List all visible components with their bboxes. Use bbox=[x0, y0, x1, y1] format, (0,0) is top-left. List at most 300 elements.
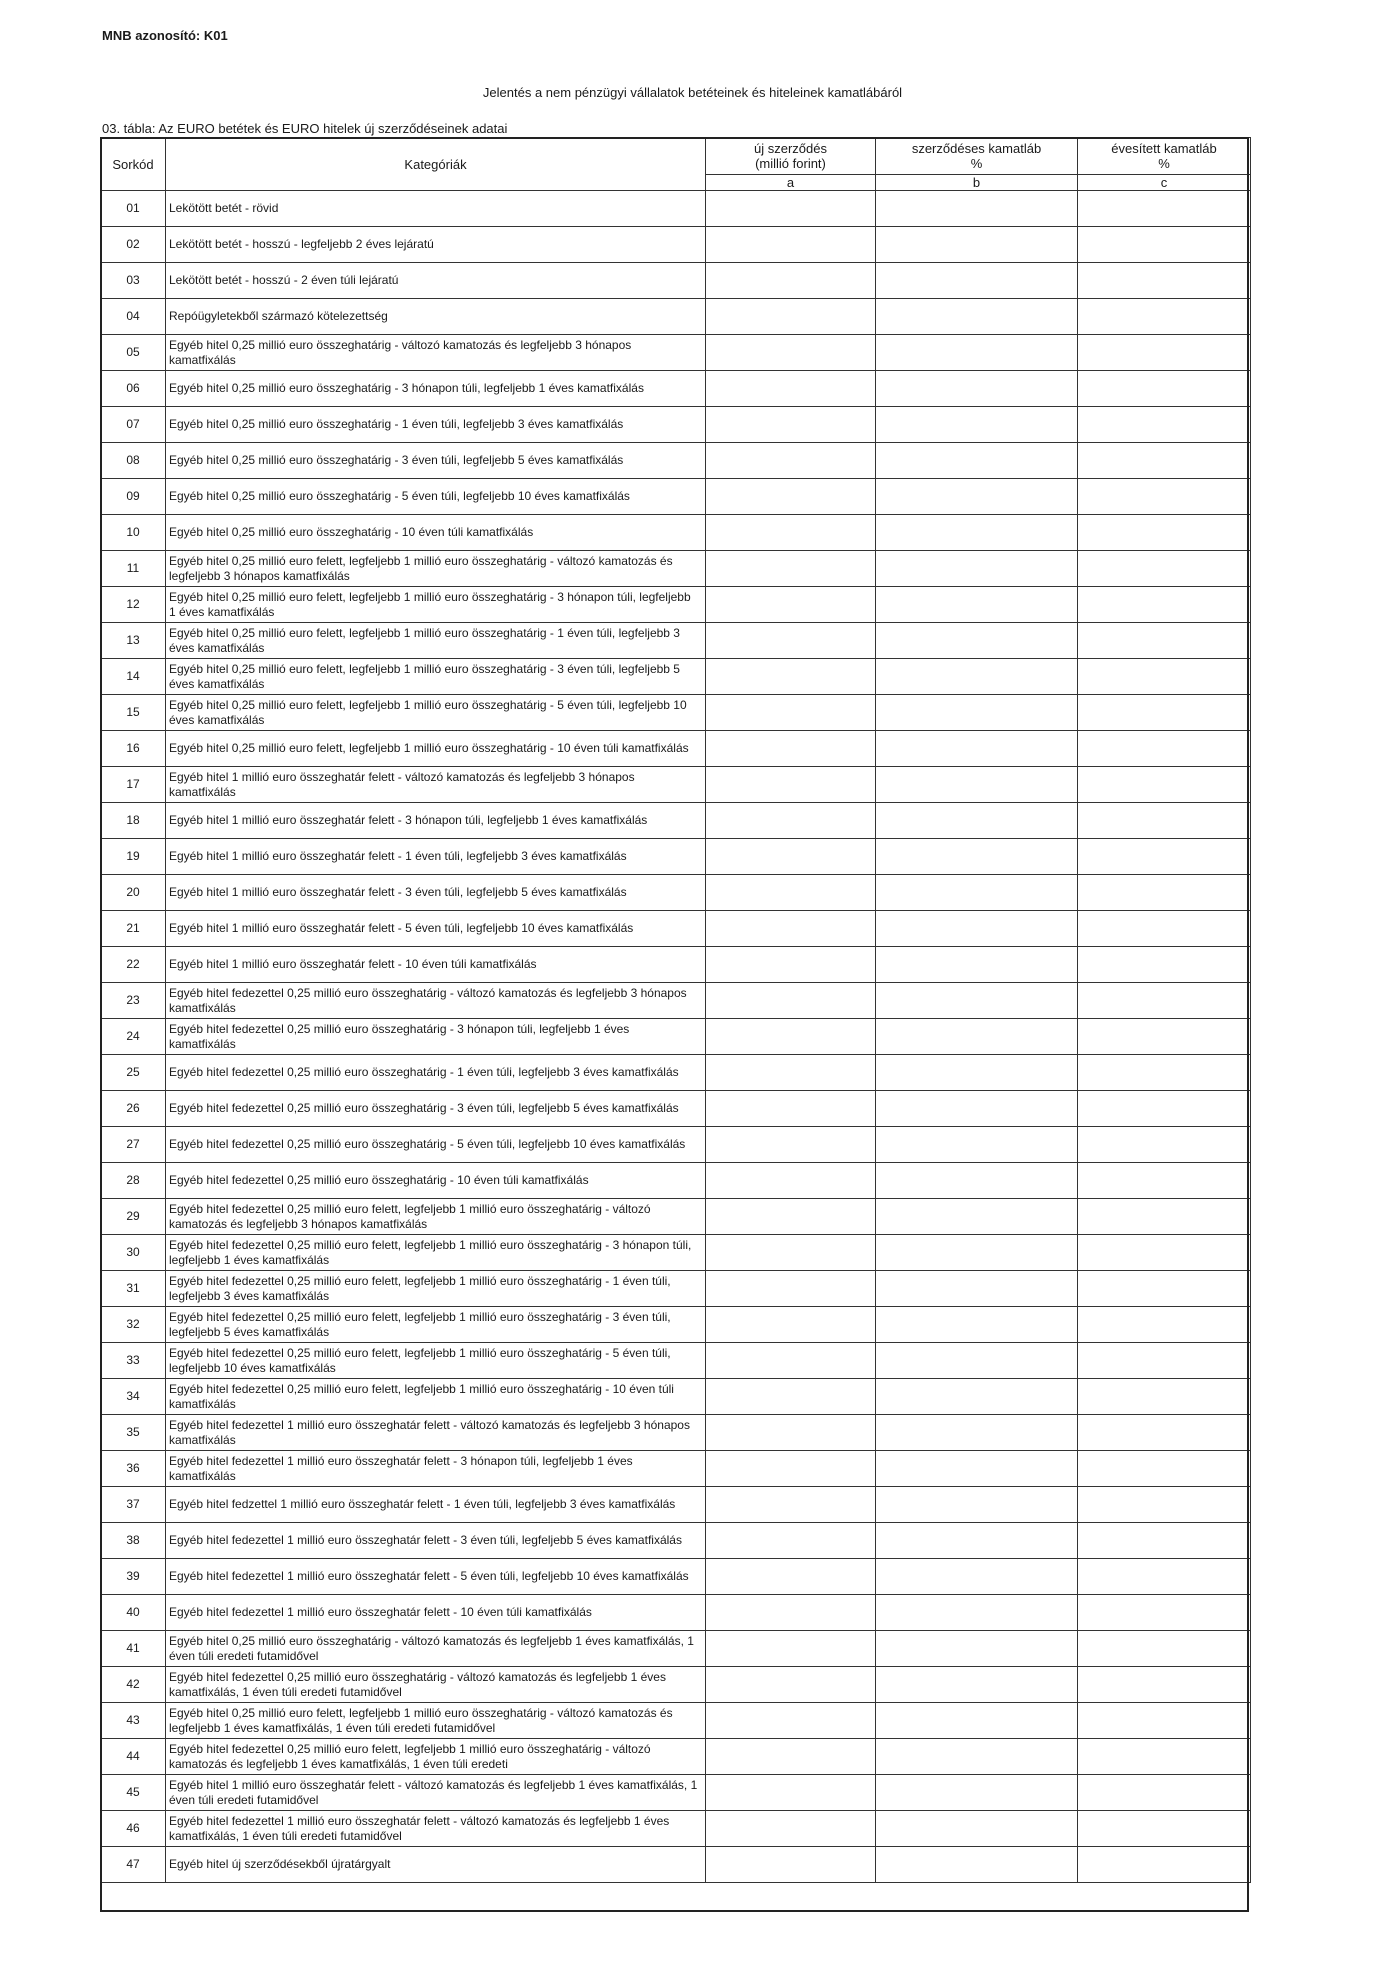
cell-col-a[interactable] bbox=[706, 1055, 876, 1091]
table-row bbox=[101, 1739, 1251, 1775]
cell-col-c[interactable] bbox=[1078, 911, 1251, 947]
table-row bbox=[101, 1271, 1251, 1307]
cell-col-a[interactable] bbox=[706, 659, 876, 695]
cell-col-c[interactable] bbox=[1078, 1847, 1251, 1883]
row-category: Egyéb hitel 0,25 millió euro felett, legfeljebb 1 millió euro összeghatárig - 10 éven túli kamatfixálás bbox=[166, 731, 706, 767]
table-row bbox=[101, 1451, 1251, 1487]
row-code: 05 bbox=[101, 335, 166, 371]
row-category: Egyéb hitel 0,25 millió euro összeghatárig - 5 éven túli, legfeljebb 10 éves kamatfixálás bbox=[166, 479, 706, 515]
row-category: Egyéb hitel 0,25 millió euro összeghatárig - 3 éven túli, legfeljebb 5 éves kamatfixálás bbox=[166, 443, 706, 479]
table-row bbox=[101, 1775, 1251, 1811]
cell-col-b[interactable] bbox=[876, 1811, 1078, 1847]
row-category: Egyéb hitel 0,25 millió euro felett, legfeljebb 1 millió euro összeghatárig - változó kamatozás és legfeljebb 3 hónapos kamatfixálás bbox=[166, 551, 706, 587]
cell-col-c[interactable] bbox=[1078, 1595, 1251, 1631]
row-category: Egyéb hitel fedzettel 1 millió euro összeghatár felett - 1 éven túli, legfeljebb 3 éves kamatfixálás bbox=[166, 1487, 706, 1523]
row-category: Egyéb hitel fedezettel 0,25 millió euro összeghatárig - 5 éven túli, legfeljebb 10 éves kamatfixálás bbox=[166, 1127, 706, 1163]
cell-col-c[interactable] bbox=[1078, 1667, 1251, 1703]
table-row bbox=[101, 875, 1251, 911]
header-sorkod: Sorkód bbox=[101, 138, 166, 191]
table-row bbox=[101, 1559, 1251, 1595]
row-code: 08 bbox=[101, 443, 166, 479]
cell-col-b[interactable] bbox=[876, 1775, 1078, 1811]
report-title: Jelentés a nem pénzügyi vállalatok betéteinek és hiteleinek kamatlábáról bbox=[482, 85, 903, 100]
cell-col-a[interactable] bbox=[706, 407, 876, 443]
row-code: 43 bbox=[101, 1703, 166, 1739]
row-code: 15 bbox=[101, 695, 166, 731]
row-category: Egyéb hitel fedezettel 0,25 millió euro összeghatárig - 10 éven túli kamatfixálás bbox=[166, 1163, 706, 1199]
row-code: 26 bbox=[101, 1091, 166, 1127]
table-row bbox=[101, 407, 1251, 443]
cell-col-b[interactable] bbox=[876, 1019, 1078, 1055]
cell-col-a[interactable] bbox=[706, 1127, 876, 1163]
cell-col-a[interactable] bbox=[706, 1379, 876, 1415]
row-code: 30 bbox=[101, 1235, 166, 1271]
cell-col-c[interactable] bbox=[1078, 191, 1251, 227]
cell-col-a[interactable] bbox=[706, 1667, 876, 1703]
row-category: Egyéb hitel fedezettel 0,25 millió euro összeghatárig - 1 éven túli, legfeljebb 3 éves kamatfixálás bbox=[166, 1055, 706, 1091]
table-row bbox=[101, 1055, 1251, 1091]
row-code: 02 bbox=[101, 227, 166, 263]
cell-col-c[interactable] bbox=[1078, 551, 1251, 587]
cell-col-b[interactable] bbox=[876, 1631, 1078, 1667]
table-row bbox=[101, 299, 1251, 335]
cell-col-a[interactable] bbox=[706, 515, 876, 551]
cell-col-a[interactable] bbox=[706, 1235, 876, 1271]
table-row bbox=[101, 1631, 1251, 1667]
cell-col-b[interactable] bbox=[876, 1595, 1078, 1631]
table-row bbox=[101, 1127, 1251, 1163]
row-category: Egyéb hitel 1 millió euro összeghatár felett - 5 éven túli, legfeljebb 10 éves kamatfixálás bbox=[166, 911, 706, 947]
row-category: Egyéb hitel fedezettel 0,25 millió euro összeghatárig - 3 hónapon túli, legfeljebb 1 éves kamatfixálás bbox=[166, 1019, 706, 1055]
row-category: Egyéb hitel 0,25 millió euro összeghatárig - 10 éven túli kamatfixálás bbox=[166, 515, 706, 551]
row-category: Lekötött betét - hosszú - 2 éven túli lejáratú bbox=[166, 263, 706, 299]
row-category: Egyéb hitel 1 millió euro összeghatár felett - 10 éven túli kamatfixálás bbox=[166, 947, 706, 983]
cell-col-a[interactable] bbox=[706, 695, 876, 731]
cell-col-c[interactable] bbox=[1078, 767, 1251, 803]
table-row bbox=[101, 1199, 1251, 1235]
row-code: 23 bbox=[101, 983, 166, 1019]
row-code: 31 bbox=[101, 1271, 166, 1307]
row-category: Egyéb hitel fedezettel 0,25 millió euro felett, legfeljebb 1 millió euro összeghatárig - változó kamatozás és legfeljebb 1 éves kamatfixálás, 1 éven túli eredeti bbox=[166, 1739, 706, 1775]
cell-col-a[interactable] bbox=[706, 227, 876, 263]
header-col-c-line2: % bbox=[1158, 156, 1170, 171]
row-code: 04 bbox=[101, 299, 166, 335]
cell-col-a[interactable] bbox=[706, 551, 876, 587]
cell-col-a[interactable] bbox=[706, 1595, 876, 1631]
row-code: 46 bbox=[101, 1811, 166, 1847]
cell-col-b[interactable] bbox=[876, 407, 1078, 443]
row-category: Egyéb hitel fedezettel 1 millió euro összeghatár felett - 3 hónapon túli, legfeljebb 1 éves kamatfixálás bbox=[166, 1451, 706, 1487]
cell-col-b[interactable] bbox=[876, 335, 1078, 371]
row-code: 13 bbox=[101, 623, 166, 659]
cell-col-a[interactable] bbox=[706, 587, 876, 623]
row-category: Egyéb hitel 0,25 millió euro felett, legfeljebb 1 millió euro összeghatárig - 3 hónapon túli, legfeljebb 1 éves kamatfixálás bbox=[166, 587, 706, 623]
cell-col-c[interactable] bbox=[1078, 1379, 1251, 1415]
cell-col-b[interactable] bbox=[876, 1451, 1078, 1487]
cell-col-c[interactable] bbox=[1078, 1703, 1251, 1739]
header-col-a bbox=[706, 138, 876, 175]
table-row bbox=[101, 839, 1251, 875]
row-code: 16 bbox=[101, 731, 166, 767]
table-row bbox=[101, 947, 1251, 983]
cell-col-c[interactable] bbox=[1078, 1343, 1251, 1379]
table-row bbox=[101, 1667, 1251, 1703]
table-row bbox=[101, 515, 1251, 551]
cell-col-a[interactable] bbox=[706, 1487, 876, 1523]
row-category: Egyéb hitel fedezettel 0,25 millió euro összeghatárig - 3 éven túli, legfeljebb 5 éves kamatfixálás bbox=[166, 1091, 706, 1127]
row-code: 42 bbox=[101, 1667, 166, 1703]
cell-col-b[interactable] bbox=[876, 1091, 1078, 1127]
cell-col-b[interactable] bbox=[876, 1055, 1078, 1091]
cell-col-c[interactable] bbox=[1078, 1199, 1251, 1235]
row-code: 34 bbox=[101, 1379, 166, 1415]
row-category: Egyéb hitel fedezettel 1 millió euro összeghatár felett - változó kamatozás és legfeljebb 1 éves kamatfixálás, 1 éven túli eredeti futamidővel bbox=[166, 1811, 706, 1847]
cell-col-b[interactable] bbox=[876, 983, 1078, 1019]
cell-col-c[interactable] bbox=[1078, 1559, 1251, 1595]
header-col-a-line2: (millió forint) bbox=[755, 156, 826, 171]
cell-col-c[interactable] bbox=[1078, 443, 1251, 479]
row-code: 14 bbox=[101, 659, 166, 695]
cell-col-c[interactable] bbox=[1078, 227, 1251, 263]
row-category: Egyéb hitel fedezettel 1 millió euro összeghatár felett - változó kamatozás és legfeljebb 3 hónapos kamatfixálás bbox=[166, 1415, 706, 1451]
cell-col-a[interactable] bbox=[706, 983, 876, 1019]
cell-col-a[interactable] bbox=[706, 731, 876, 767]
cell-col-b[interactable] bbox=[876, 1379, 1078, 1415]
cell-col-c[interactable] bbox=[1078, 1235, 1251, 1271]
table-row bbox=[101, 623, 1251, 659]
row-code: 41 bbox=[101, 1631, 166, 1667]
cell-col-a[interactable] bbox=[706, 1523, 876, 1559]
table-body bbox=[101, 191, 1251, 1883]
cell-col-b[interactable] bbox=[876, 1487, 1078, 1523]
table-row bbox=[101, 695, 1251, 731]
row-category: Egyéb hitel fedezettel 0,25 millió euro felett, legfeljebb 1 millió euro összeghatárig - 3 éven túli, legfeljebb 5 éves kamatfixálás bbox=[166, 1307, 706, 1343]
row-code: 32 bbox=[101, 1307, 166, 1343]
cell-col-c[interactable] bbox=[1078, 623, 1251, 659]
table-row bbox=[101, 479, 1251, 515]
table-row bbox=[101, 1163, 1251, 1199]
row-code: 20 bbox=[101, 875, 166, 911]
header-col-c bbox=[1078, 138, 1251, 175]
cell-col-c[interactable] bbox=[1078, 983, 1251, 1019]
table-row bbox=[101, 371, 1251, 407]
row-category: Egyéb hitel 0,25 millió euro felett, legfeljebb 1 millió euro összeghatárig - 1 éven túli, legfeljebb 3 éves kamatfixálás bbox=[166, 623, 706, 659]
header-col-b bbox=[876, 138, 1078, 175]
row-category: Egyéb hitel fedezettel 0,25 millió euro felett, legfeljebb 1 millió euro összeghatárig - 1 éven túli, legfeljebb 3 éves kamatfixálás bbox=[166, 1271, 706, 1307]
row-code: 22 bbox=[101, 947, 166, 983]
row-code: 45 bbox=[101, 1775, 166, 1811]
row-code: 35 bbox=[101, 1415, 166, 1451]
table-caption: 03. tábla: Az EURO betétek és EURO hitelek új szerződéseinek adatai bbox=[102, 121, 508, 136]
table-row bbox=[101, 227, 1251, 263]
table-row bbox=[101, 587, 1251, 623]
cell-col-c[interactable] bbox=[1078, 1307, 1251, 1343]
data-table bbox=[100, 137, 1251, 1883]
cell-col-c[interactable] bbox=[1078, 731, 1251, 767]
row-category: Egyéb hitel 1 millió euro összeghatár felett - 1 éven túli, legfeljebb 3 éves kamatfixálás bbox=[166, 839, 706, 875]
row-code: 11 bbox=[101, 551, 166, 587]
row-code: 39 bbox=[101, 1559, 166, 1595]
cell-col-b[interactable] bbox=[876, 443, 1078, 479]
cell-col-b[interactable] bbox=[876, 1235, 1078, 1271]
row-code: 33 bbox=[101, 1343, 166, 1379]
row-category: Egyéb hitel fedezettel 1 millió euro összeghatár felett - 10 éven túli kamatfixálás bbox=[166, 1595, 706, 1631]
row-code: 10 bbox=[101, 515, 166, 551]
cell-col-a[interactable] bbox=[706, 1847, 876, 1883]
cell-col-a[interactable] bbox=[706, 1307, 876, 1343]
cell-col-a[interactable] bbox=[706, 371, 876, 407]
cell-col-b[interactable] bbox=[876, 767, 1078, 803]
row-category: Egyéb hitel fedezettel 0,25 millió euro összeghatárig - változó kamatozás és legfeljebb 1 éves kamatfixálás, 1 éven túli eredeti futamidővel bbox=[166, 1667, 706, 1703]
cell-col-c[interactable] bbox=[1078, 1055, 1251, 1091]
cell-col-a[interactable] bbox=[706, 623, 876, 659]
cell-col-b[interactable] bbox=[876, 659, 1078, 695]
cell-col-c[interactable] bbox=[1078, 659, 1251, 695]
row-code: 27 bbox=[101, 1127, 166, 1163]
row-category: Egyéb hitel 1 millió euro összeghatár felett - 3 hónapon túli, legfeljebb 1 éves kamatfixálás bbox=[166, 803, 706, 839]
row-category: Egyéb hitel 1 millió euro összeghatár felett - 3 éven túli, legfeljebb 5 éves kamatfixálás bbox=[166, 875, 706, 911]
cell-col-c[interactable] bbox=[1078, 587, 1251, 623]
row-code: 01 bbox=[101, 191, 166, 227]
table-row bbox=[101, 263, 1251, 299]
table-row bbox=[101, 767, 1251, 803]
cell-col-a[interactable] bbox=[706, 479, 876, 515]
cell-col-c[interactable] bbox=[1078, 695, 1251, 731]
cell-col-b[interactable] bbox=[876, 875, 1078, 911]
row-category: Egyéb hitel fedezettel 0,25 millió euro összeghatárig - változó kamatozás és legfeljebb 3 hónapos kamatfixálás bbox=[166, 983, 706, 1019]
cell-col-c[interactable] bbox=[1078, 371, 1251, 407]
cell-col-c[interactable] bbox=[1078, 335, 1251, 371]
cell-col-a[interactable] bbox=[706, 443, 876, 479]
cell-col-a[interactable] bbox=[706, 1631, 876, 1667]
row-category: Egyéb hitel 0,25 millió euro összeghatárig - 3 hónapon túli, legfeljebb 1 éves kamatfixálás bbox=[166, 371, 706, 407]
table-row bbox=[101, 731, 1251, 767]
cell-col-b[interactable] bbox=[876, 479, 1078, 515]
row-code: 12 bbox=[101, 587, 166, 623]
table-header bbox=[101, 138, 1251, 191]
table-row bbox=[101, 1415, 1251, 1451]
cell-col-c[interactable] bbox=[1078, 1739, 1251, 1775]
header-col-b-line2: % bbox=[970, 156, 983, 171]
table-row bbox=[101, 659, 1251, 695]
cell-col-a[interactable] bbox=[706, 1559, 876, 1595]
cell-col-b[interactable] bbox=[876, 227, 1078, 263]
table-row bbox=[101, 443, 1251, 479]
cell-col-c[interactable] bbox=[1078, 1811, 1251, 1847]
cell-col-c[interactable] bbox=[1078, 1163, 1251, 1199]
table-row bbox=[101, 1379, 1251, 1415]
cell-col-b[interactable] bbox=[876, 1847, 1078, 1883]
cell-col-b[interactable] bbox=[876, 1703, 1078, 1739]
cell-col-c[interactable] bbox=[1078, 1775, 1251, 1811]
table-row bbox=[101, 1811, 1251, 1847]
cell-col-c[interactable] bbox=[1078, 1019, 1251, 1055]
row-code: 29 bbox=[101, 1199, 166, 1235]
cell-col-b[interactable] bbox=[876, 1307, 1078, 1343]
row-code: 28 bbox=[101, 1163, 166, 1199]
row-category: Egyéb hitel fedezettel 0,25 millió euro felett, legfeljebb 1 millió euro összeghatárig - 10 éven túli kamatfixálás bbox=[166, 1379, 706, 1415]
row-category: Egyéb hitel 0,25 millió euro összeghatárig - változó kamatozás és legfeljebb 1 éves kamatfixálás, 1 éven túli eredeti futamidővel bbox=[166, 1631, 706, 1667]
cell-col-c[interactable] bbox=[1078, 875, 1251, 911]
row-category: Egyéb hitel 0,25 millió euro felett, legfeljebb 1 millió euro összeghatárig - 5 éven túli, legfeljebb 10 éves kamatfixálás bbox=[166, 695, 706, 731]
cell-col-a[interactable] bbox=[706, 767, 876, 803]
cell-col-b[interactable] bbox=[876, 1739, 1078, 1775]
row-category: Lekötött betét - hosszú - legfeljebb 2 éves lejáratú bbox=[166, 227, 706, 263]
cell-col-b[interactable] bbox=[876, 731, 1078, 767]
cell-col-b[interactable] bbox=[876, 515, 1078, 551]
cell-col-b[interactable] bbox=[876, 1271, 1078, 1307]
table-row bbox=[101, 1523, 1251, 1559]
row-category: Egyéb hitel fedezettel 1 millió euro összeghatár felett - 3 éven túli, legfeljebb 5 éves kamatfixálás bbox=[166, 1523, 706, 1559]
row-category: Lekötött betét - rövid bbox=[166, 191, 706, 227]
cell-col-a[interactable] bbox=[706, 947, 876, 983]
cell-col-a[interactable] bbox=[706, 335, 876, 371]
cell-col-a[interactable] bbox=[706, 1019, 876, 1055]
cell-col-b[interactable] bbox=[876, 911, 1078, 947]
cell-col-c[interactable] bbox=[1078, 299, 1251, 335]
cell-col-a[interactable] bbox=[706, 1199, 876, 1235]
header-kategoriak: Kategóriák bbox=[166, 138, 706, 191]
header-col-b-code: b bbox=[876, 175, 1078, 191]
cell-col-b[interactable] bbox=[876, 1127, 1078, 1163]
cell-col-b[interactable] bbox=[876, 1343, 1078, 1379]
row-category: Egyéb hitel 0,25 millió euro összeghatárig - 1 éven túli, legfeljebb 3 éves kamatfixálás bbox=[166, 407, 706, 443]
row-code: 44 bbox=[101, 1739, 166, 1775]
cell-col-c[interactable] bbox=[1078, 479, 1251, 515]
cell-col-b[interactable] bbox=[876, 1523, 1078, 1559]
cell-col-b[interactable] bbox=[876, 263, 1078, 299]
header-col-a-line1: új szerződés bbox=[754, 141, 827, 156]
row-category: Egyéb hitel 1 millió euro összeghatár felett - változó kamatozás és legfeljebb 1 éves kamatfixálás, 1 éven túli eredeti futamidővel bbox=[166, 1775, 706, 1811]
row-code: 40 bbox=[101, 1595, 166, 1631]
table-row bbox=[101, 983, 1251, 1019]
cell-col-c[interactable] bbox=[1078, 803, 1251, 839]
cell-col-a[interactable] bbox=[706, 191, 876, 227]
cell-col-b[interactable] bbox=[876, 1199, 1078, 1235]
row-code: 21 bbox=[101, 911, 166, 947]
table-row bbox=[101, 1235, 1251, 1271]
header-col-b-line1: szerződéses kamatláb bbox=[911, 141, 1042, 156]
cell-col-a[interactable] bbox=[706, 803, 876, 839]
header-col-a-code: a bbox=[706, 175, 876, 191]
row-category: Repóügyletekből származó kötelezettség bbox=[166, 299, 706, 335]
cell-col-a[interactable] bbox=[706, 299, 876, 335]
cell-col-c[interactable] bbox=[1078, 1487, 1251, 1523]
row-code: 03 bbox=[101, 263, 166, 299]
cell-col-a[interactable] bbox=[706, 911, 876, 947]
cell-col-c[interactable] bbox=[1078, 1415, 1251, 1451]
cell-col-c[interactable] bbox=[1078, 515, 1251, 551]
cell-col-c[interactable] bbox=[1078, 1271, 1251, 1307]
table-row bbox=[101, 911, 1251, 947]
table-row bbox=[101, 1595, 1251, 1631]
cell-col-a[interactable] bbox=[706, 1775, 876, 1811]
cell-col-b[interactable] bbox=[876, 1559, 1078, 1595]
cell-col-b[interactable] bbox=[876, 1415, 1078, 1451]
cell-col-a[interactable] bbox=[706, 1343, 876, 1379]
row-code: 18 bbox=[101, 803, 166, 839]
cell-col-b[interactable] bbox=[876, 587, 1078, 623]
cell-col-a[interactable] bbox=[706, 1271, 876, 1307]
row-category: Egyéb hitel fedezettel 1 millió euro összeghatár felett - 5 éven túli, legfeljebb 10 éves kamatfixálás bbox=[166, 1559, 706, 1595]
row-category: Egyéb hitel fedezettel 0,25 millió euro felett, legfeljebb 1 millió euro összeghatárig - 5 éven túli, legfeljebb 10 éves kamatfixálás bbox=[166, 1343, 706, 1379]
table-row bbox=[101, 551, 1251, 587]
cell-col-c[interactable] bbox=[1078, 1631, 1251, 1667]
row-code: 47 bbox=[101, 1847, 166, 1883]
row-code: 36 bbox=[101, 1451, 166, 1487]
cell-col-c[interactable] bbox=[1078, 947, 1251, 983]
cell-col-b[interactable] bbox=[876, 299, 1078, 335]
mnb-identifier: MNB azonosító: K01 bbox=[102, 28, 228, 43]
row-category: Egyéb hitel 0,25 millió euro összeghatárig - változó kamatozás és legfeljebb 3 hónapos kamatfixálás bbox=[166, 335, 706, 371]
row-category: Egyéb hitel fedezettel 0,25 millió euro felett, legfeljebb 1 millió euro összeghatárig - 3 hónapon túli, legfeljebb 1 éves kamatfixálás bbox=[166, 1235, 706, 1271]
row-category: Egyéb hitel 0,25 millió euro felett, legfeljebb 1 millió euro összeghatárig - változó kamatozás és legfeljebb 1 éves kamatfixálás, 1 éven túli eredeti futamidővel bbox=[166, 1703, 706, 1739]
row-category: Egyéb hitel fedezettel 0,25 millió euro felett, legfeljebb 1 millió euro összeghatárig - változó kamatozás és legfeljebb 3 hónapos kamatfixálás bbox=[166, 1199, 706, 1235]
table-row bbox=[101, 1703, 1251, 1739]
cell-col-b[interactable] bbox=[876, 839, 1078, 875]
row-code: 37 bbox=[101, 1487, 166, 1523]
cell-col-b[interactable] bbox=[876, 623, 1078, 659]
cell-col-a[interactable] bbox=[706, 875, 876, 911]
cell-col-c[interactable] bbox=[1078, 407, 1251, 443]
cell-col-a[interactable] bbox=[706, 1703, 876, 1739]
cell-col-c[interactable] bbox=[1078, 839, 1251, 875]
cell-col-c[interactable] bbox=[1078, 1523, 1251, 1559]
cell-col-b[interactable] bbox=[876, 947, 1078, 983]
cell-col-b[interactable] bbox=[876, 371, 1078, 407]
table-row bbox=[101, 803, 1251, 839]
cell-col-c[interactable] bbox=[1078, 1451, 1251, 1487]
row-code: 38 bbox=[101, 1523, 166, 1559]
cell-col-a[interactable] bbox=[706, 1739, 876, 1775]
header-col-c-line1: évesített kamatláb bbox=[1111, 141, 1217, 156]
row-code: 07 bbox=[101, 407, 166, 443]
row-category: Egyéb hitel 0,25 millió euro felett, legfeljebb 1 millió euro összeghatárig - 3 éven túli, legfeljebb 5 éves kamatfixálás bbox=[166, 659, 706, 695]
row-code: 24 bbox=[101, 1019, 166, 1055]
table-row bbox=[101, 1019, 1251, 1055]
row-code: 09 bbox=[101, 479, 166, 515]
table-row bbox=[101, 1487, 1251, 1523]
cell-col-b[interactable] bbox=[876, 551, 1078, 587]
cell-col-a[interactable] bbox=[706, 1091, 876, 1127]
cell-col-c[interactable] bbox=[1078, 1091, 1251, 1127]
table-row bbox=[101, 335, 1251, 371]
row-code: 17 bbox=[101, 767, 166, 803]
cell-col-a[interactable] bbox=[706, 263, 876, 299]
row-code: 06 bbox=[101, 371, 166, 407]
cell-col-a[interactable] bbox=[706, 1811, 876, 1847]
cell-col-c[interactable] bbox=[1078, 1127, 1251, 1163]
cell-col-a[interactable] bbox=[706, 839, 876, 875]
table-row bbox=[101, 1307, 1251, 1343]
cell-col-a[interactable] bbox=[706, 1163, 876, 1199]
cell-col-c[interactable] bbox=[1078, 263, 1251, 299]
row-code: 25 bbox=[101, 1055, 166, 1091]
row-category: Egyéb hitel 1 millió euro összeghatár felett - változó kamatozás és legfeljebb 3 hónapos kamatfixálás bbox=[166, 767, 706, 803]
cell-col-b[interactable] bbox=[876, 803, 1078, 839]
cell-col-a[interactable] bbox=[706, 1451, 876, 1487]
table-row bbox=[101, 1847, 1251, 1883]
row-category: Egyéb hitel új szerződésekből újratárgyalt bbox=[166, 1847, 706, 1883]
cell-col-b[interactable] bbox=[876, 191, 1078, 227]
cell-col-a[interactable] bbox=[706, 1415, 876, 1451]
cell-col-b[interactable] bbox=[876, 1667, 1078, 1703]
row-code: 19 bbox=[101, 839, 166, 875]
cell-col-b[interactable] bbox=[876, 695, 1078, 731]
table-row bbox=[101, 1091, 1251, 1127]
cell-col-b[interactable] bbox=[876, 1163, 1078, 1199]
header-col-c-code: c bbox=[1078, 175, 1251, 191]
